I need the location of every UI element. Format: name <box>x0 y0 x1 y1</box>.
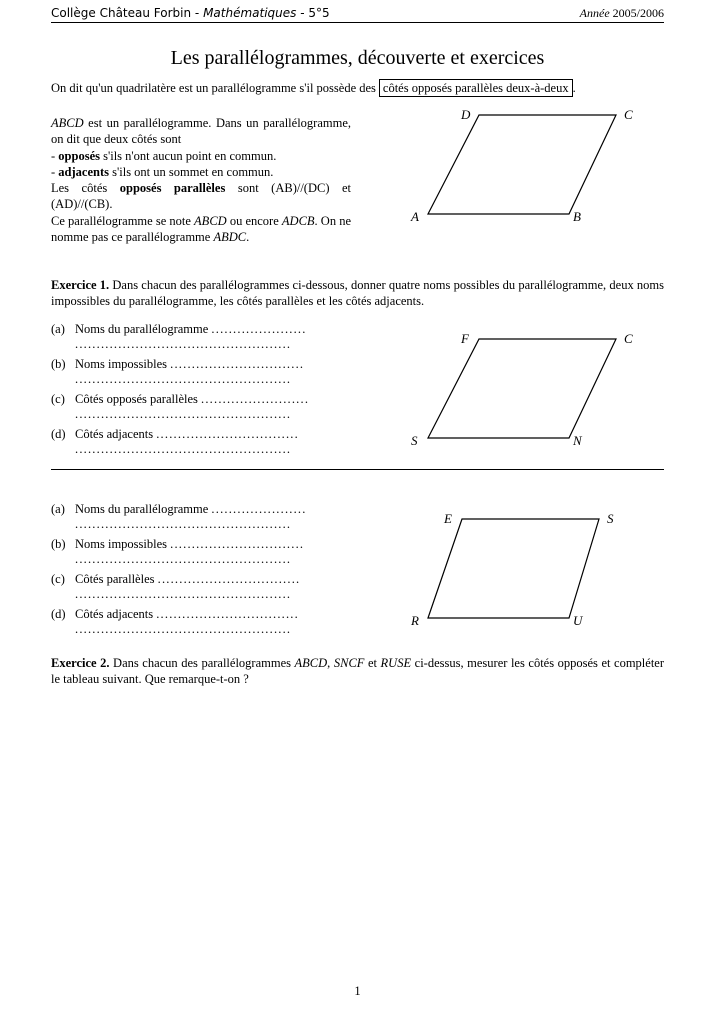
answer-dots[interactable]: ................................. <box>156 427 299 441</box>
year-label: Année <box>579 6 610 20</box>
def-name-3: ABDC <box>213 230 247 245</box>
def-line-5d: . <box>246 230 250 245</box>
def-name-2: ADCB <box>281 213 315 228</box>
answer-dots[interactable]: .................................................. <box>75 372 292 386</box>
def-dash: - <box>51 148 59 163</box>
question-label: Noms du parallélogramme <box>75 322 209 336</box>
exercise-2-sep: et <box>364 656 381 670</box>
exercise-2-text: Dans chacun des parallélogrammes <box>109 656 295 670</box>
header-year <box>580 6 664 21</box>
def-line-5c: . On ne nomme pas ce parallélogramme <box>51 213 352 245</box>
def-line-5a: Ce parallélogramme se note <box>51 213 195 228</box>
parallelogram-abcd <box>428 115 616 214</box>
question-item <box>51 427 351 462</box>
vertex-label: D <box>461 107 471 122</box>
question-label: Noms impossibles <box>75 537 168 551</box>
page-number: 1 <box>354 984 361 998</box>
intro-sentence <box>51 81 576 96</box>
def-opposes-paralleles: opposés parallèles <box>119 181 226 196</box>
exercise-1 <box>51 277 664 310</box>
intro-boxed-definition: côtés opposés parallèles deux-à-deux <box>379 79 573 97</box>
intro-text: On dit qu'un quadrilatère est un parallélogramme s'il possède des <box>51 81 376 95</box>
answer-dots[interactable]: .................................................. <box>75 622 292 636</box>
exercise-1-text: Dans chacun des parallélogrammes ci-dessous, donner quatre noms possibles du parallélogramme, deux noms impossibles du parallélogramme, les côtés parallèles et les côtés adjacents. <box>51 278 664 309</box>
vertex-label: F <box>461 331 469 346</box>
section-separator <box>51 469 664 470</box>
question-item <box>51 537 351 572</box>
def-dash: - <box>51 164 59 179</box>
definition-block <box>51 115 351 245</box>
answer-dots[interactable]: ................................. <box>156 607 299 621</box>
year-value: 2005/2006 <box>609 6 664 20</box>
answer-dots[interactable]: ................................. <box>157 572 301 586</box>
vertex-label: U <box>573 613 583 628</box>
answer-dots[interactable]: ............................... <box>170 537 305 551</box>
question-tag: (b) <box>51 357 66 371</box>
vertex-label: S <box>411 433 418 448</box>
vertex-label: S <box>607 511 614 526</box>
answer-dots[interactable]: ...................... <box>211 322 307 336</box>
question-tag: (a) <box>51 502 65 516</box>
page-title: Les parallélogrammes, découverte et exercices <box>170 47 545 69</box>
exercise-2-name: ABCD <box>294 656 328 670</box>
question-block-2 <box>51 502 351 642</box>
def-line-1: est un parallélogramme. Dans un parallélogramme, on dit que deux côtés sont <box>51 116 351 147</box>
question-label: Côtés parallèles <box>75 572 155 586</box>
question-tag: (d) <box>51 607 66 621</box>
answer-dots[interactable]: ......................... <box>201 392 310 406</box>
answer-dots[interactable]: .................................................. <box>75 337 292 351</box>
question-label: Côtés adjacents <box>75 607 154 621</box>
intro-end: . <box>572 81 576 95</box>
question-item <box>51 572 351 607</box>
exercise-2-text: ci-dessus, mesurer les côtés opposés et compléter le tableau suivant. Que remarque-t-on ? <box>51 656 664 687</box>
answer-dots[interactable]: .................................................. <box>75 587 292 601</box>
def-name-1: ABCD <box>194 213 227 228</box>
answer-dots[interactable]: ...................... <box>211 502 307 516</box>
exercise-2-sep: , <box>327 656 334 670</box>
vertex-label: E <box>444 511 452 526</box>
question-tag: (c) <box>51 572 65 586</box>
question-tag: (a) <box>51 322 65 336</box>
question-tag: (b) <box>51 537 66 551</box>
vertex-label: N <box>573 433 582 448</box>
def-line-5b: ou encore <box>226 213 282 228</box>
question-label: Côtés adjacents <box>75 427 154 441</box>
def-line-2: s'ils n'ont aucun point en commun. <box>99 148 277 163</box>
def-line-3: s'ils ont un sommet en commun. <box>109 164 274 179</box>
question-label: Noms impossibles <box>75 357 168 371</box>
vertex-label: C <box>624 107 633 122</box>
def-adjacents: adjacents <box>58 164 109 179</box>
def-line-4b: sont (AB)//(DC) et (AD)//(CB). <box>51 181 352 212</box>
question-item <box>51 392 351 427</box>
exercise-2-name: RUSE <box>380 656 412 670</box>
vertex-label: A <box>411 209 419 224</box>
figure-ruse <box>400 508 650 633</box>
class-name: - 5°5 <box>296 6 330 20</box>
def-line-4a: Les côtés <box>51 181 120 196</box>
vertex-label: C <box>624 331 633 346</box>
school-name: Collège Château Forbin - <box>51 6 204 20</box>
header-school <box>51 6 330 20</box>
figure-sncf <box>400 328 650 453</box>
parallelogram-ruse <box>428 519 599 618</box>
question-item <box>51 357 351 392</box>
question-label: Côtés opposés parallèles <box>75 392 198 406</box>
question-item <box>51 502 351 537</box>
question-item <box>51 322 351 357</box>
question-item <box>51 607 351 642</box>
question-label: Noms du parallélogramme <box>75 502 209 516</box>
vertex-label: B <box>573 209 581 224</box>
def-opposes: opposés <box>58 148 100 163</box>
exercise-2-name: SNCF <box>333 656 365 670</box>
exercise-2 <box>51 655 664 688</box>
figure-abcd <box>400 104 650 229</box>
answer-dots[interactable]: .................................................. <box>75 442 292 456</box>
parallelogram-sncf <box>428 339 616 438</box>
question-tag: (d) <box>51 427 66 441</box>
answer-dots[interactable]: .................................................. <box>75 407 292 421</box>
exercise-2-label: Exercice 2. <box>51 656 110 670</box>
header-rule <box>51 22 664 23</box>
def-name: ABCD <box>51 116 84 130</box>
subject: Mathématiques <box>203 6 297 20</box>
answer-dots[interactable]: .................................................. <box>75 517 292 531</box>
answer-dots[interactable]: .................................................. <box>75 552 292 566</box>
question-block-1 <box>51 322 351 462</box>
question-tag: (c) <box>51 392 65 406</box>
vertex-label: R <box>411 613 419 628</box>
exercise-1-label: Exercice 1. <box>51 278 110 292</box>
answer-dots[interactable]: ............................... <box>170 357 305 371</box>
